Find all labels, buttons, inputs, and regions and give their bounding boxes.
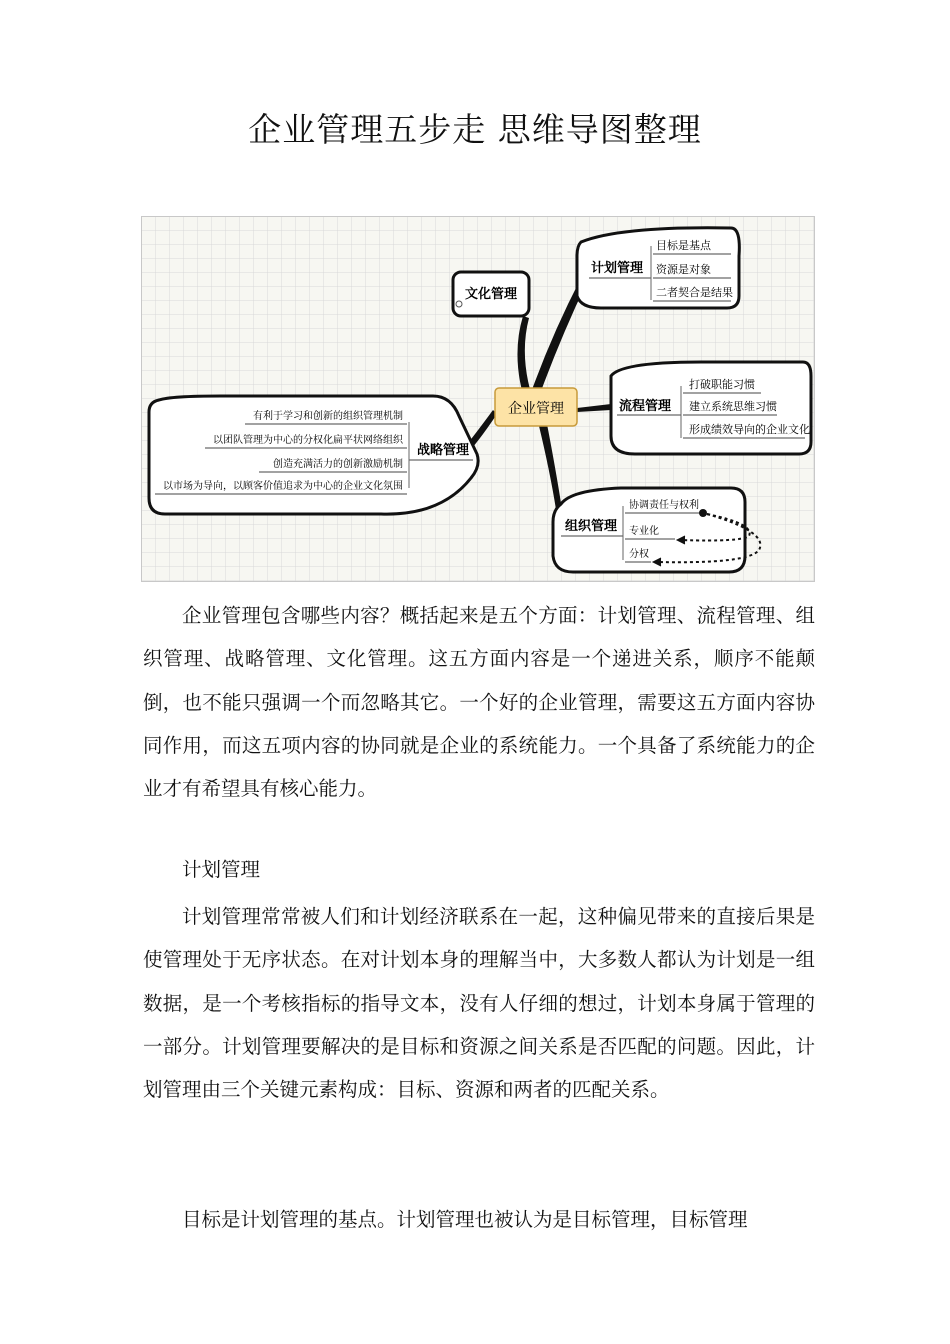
org-item-2: 专业化: [629, 526, 659, 537]
node-org-label: 组织管理: [565, 519, 618, 534]
plan-paragraph: 计划管理常常被人们和计划经济联系在一起，这种偏见带来的直接后果是使管理处于无序状态。在对计划本身的理解当中，大多数人都认为计划是一组数据，是一个考核指标的指导文本，没有人仔细的想过，计划本身属于管理的一部分。计划管理要解决的是目标和资源之间关系是否匹配的问题。因此，计划管理由三个关键元素构成：目标、资源和两者的匹配关系。: [143, 905, 815, 1102]
node-culture-label: 文化管理: [464, 287, 518, 302]
org-item-1: 协调责任与权利: [629, 500, 699, 511]
goal-paragraph: 目标是计划管理的基点。计划管理也被认为是目标管理，目标管理: [182, 1208, 748, 1231]
process-item-1: 打破职能习惯: [689, 378, 755, 391]
node-plan-label: 计划管理: [591, 261, 644, 276]
node-strategy-label: 战略管理: [417, 443, 470, 458]
plan-item-1: 目标是基点: [656, 239, 711, 252]
strategy-item-2: 以团队管理为中心的分权化扁平状网络组织: [213, 435, 403, 446]
mind-map-diagram: [141, 216, 815, 582]
plan-item-3: 二者契合是结果: [656, 286, 733, 299]
strategy-item-4: 以市场为导向，以顾客价值追求为中心的企业文化氛围: [163, 481, 403, 492]
section-heading-plan: 计划管理: [182, 858, 261, 881]
node-process-label: 流程管理: [619, 399, 672, 414]
strategy-item-3: 创造充满活力的创新激励机制: [273, 459, 403, 470]
intro-paragraph: 企业管理包含哪些内容？概括起来是五个方面：计划管理、流程管理、组织管理、战略管理、文化管理。这五方面内容是一个递进关系，顺序不能颠倒，也不能只强调一个而忽略其它。一个好的企业管理，需要这五方面内容协同作用，而这五项内容的协同就是企业的系统能力。一个具备了系统能力的企业才有希望具有核心能力。: [143, 604, 815, 801]
node-center-label: 企业管理: [508, 401, 564, 417]
process-item-3: 形成绩效导向的企业文化: [689, 423, 810, 436]
strategy-item-1: 有利于学习和创新的组织管理机制: [253, 411, 403, 422]
plan-item-2: 资源是对象: [656, 263, 711, 276]
org-item-3: 分权: [629, 549, 649, 560]
process-item-2: 建立系统思维习惯: [689, 400, 777, 413]
page-title: 企业管理五步走 思维导图整理: [248, 110, 702, 149]
